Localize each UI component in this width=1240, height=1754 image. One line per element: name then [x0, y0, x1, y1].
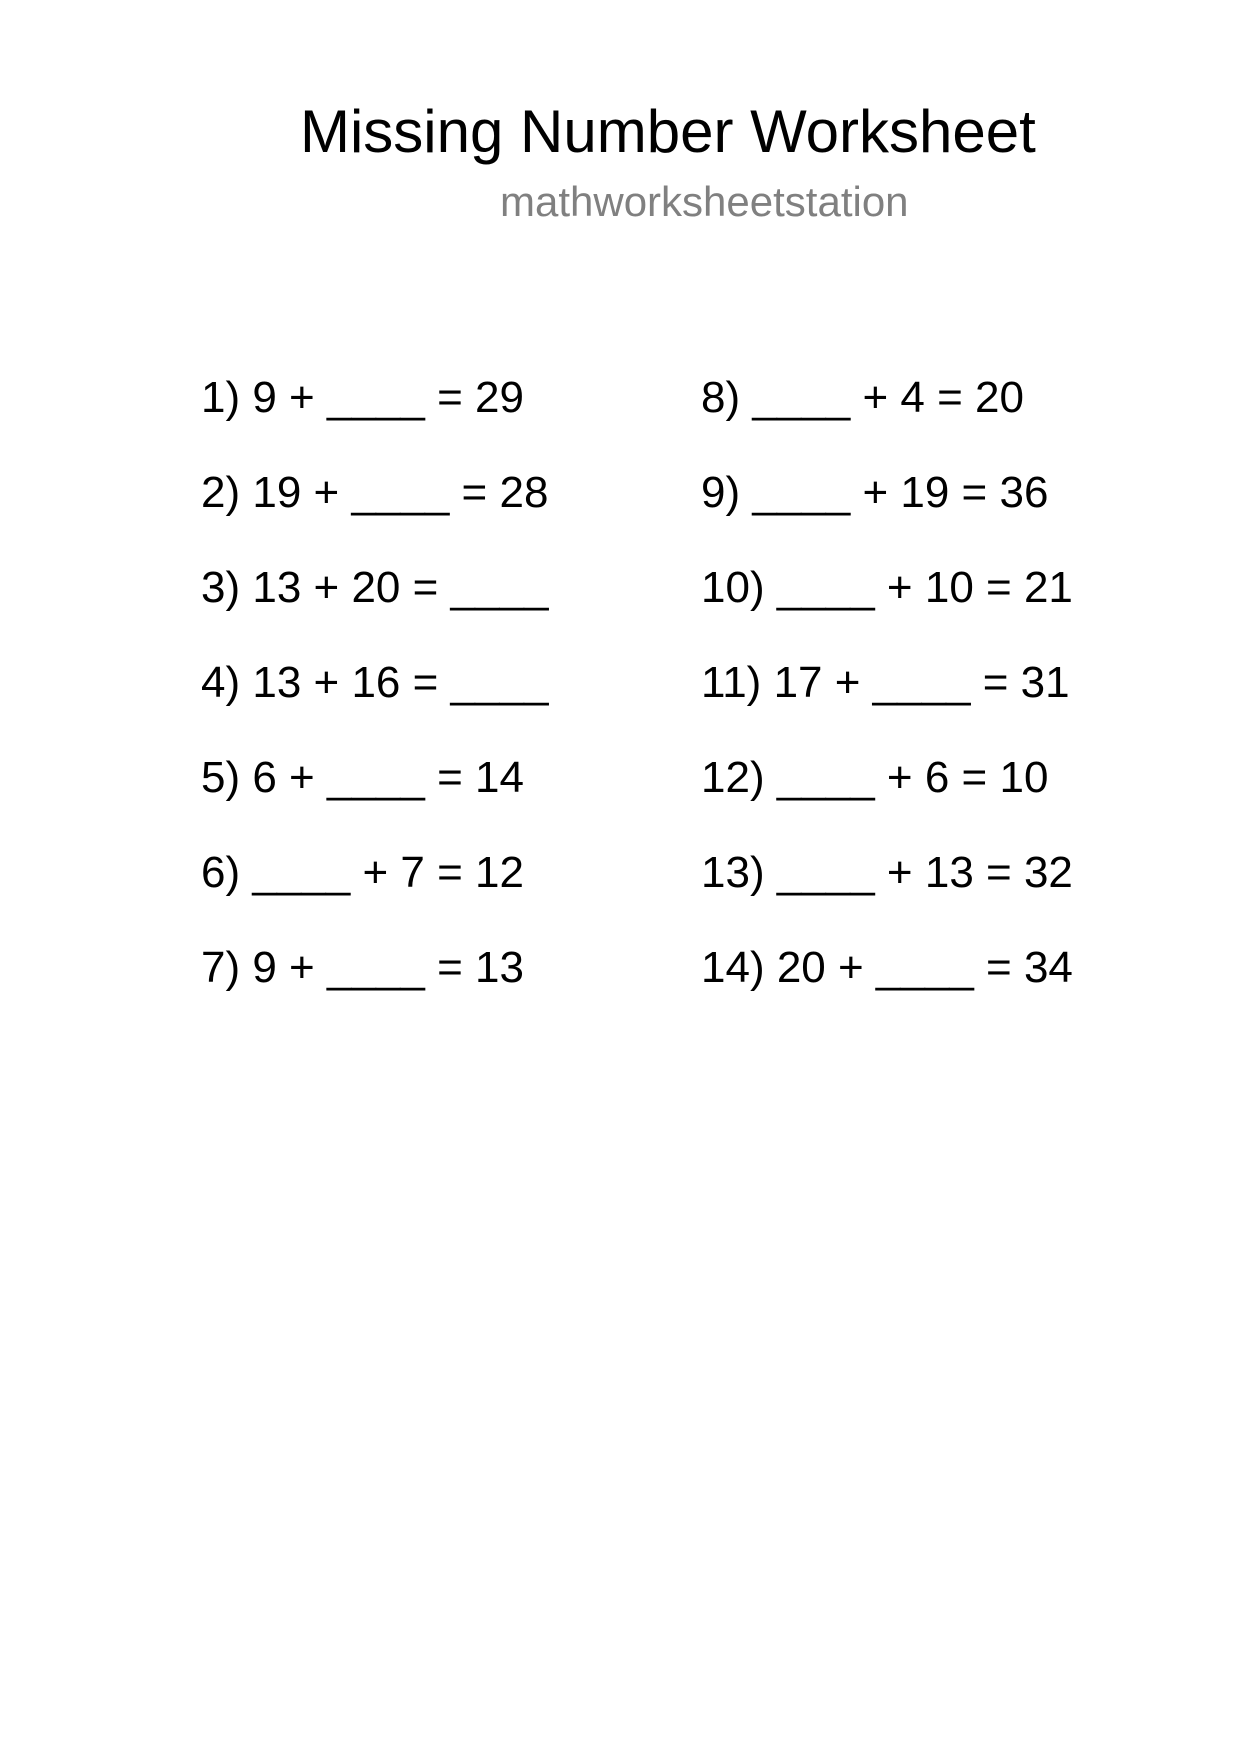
problem-number: 14) [701, 943, 765, 992]
problem-equation: 9 + ____ = 29 [252, 373, 524, 422]
problem-4 [201, 635, 548, 730]
problem-equation: ____ + 7 = 12 [252, 848, 524, 897]
problem-equation: ____ + 6 = 10 [776, 753, 1049, 802]
problem-number: 4) [201, 658, 241, 707]
problem-2 [201, 445, 548, 540]
problem-11 [701, 635, 1073, 730]
problem-equation: ____ + 13 = 32 [776, 848, 1073, 897]
problem-1 [201, 350, 548, 445]
problem-number: 3) [201, 563, 241, 612]
problem-equation: 9 + ____ = 13 [252, 943, 524, 992]
problem-equation: 13 + 16 = ____ [252, 658, 549, 707]
problem-equation: 19 + ____ = 28 [252, 468, 549, 517]
problem-equation: 20 + ____ = 34 [776, 943, 1073, 992]
problem-number: 8) [701, 373, 741, 422]
problem-equation: ____ + 19 = 36 [752, 468, 1049, 517]
problem-equation: ____ + 10 = 21 [776, 563, 1073, 612]
problem-number: 10) [701, 563, 765, 612]
problem-13 [701, 825, 1073, 920]
problem-equation: 6 + ____ = 14 [252, 753, 524, 802]
worksheet-title: Missing Number Worksheet [300, 98, 1036, 165]
problem-6 [201, 825, 548, 920]
problem-10 [701, 540, 1073, 635]
problem-equation: 13 + 20 = ____ [252, 563, 549, 612]
problem-3 [201, 540, 548, 635]
problem-equation: ____ + 4 = 20 [752, 373, 1024, 422]
problem-number: 6) [201, 848, 241, 897]
problem-12 [701, 730, 1073, 825]
problem-equation: 17 + ____ = 31 [773, 658, 1070, 707]
problem-number: 9) [701, 468, 741, 517]
problems-left-column [201, 350, 548, 1015]
problem-number: 7) [201, 943, 241, 992]
worksheet-source: mathworksheetstation [500, 178, 909, 225]
problem-14 [701, 920, 1073, 1015]
problem-7 [201, 920, 548, 1015]
problem-number: 11) [701, 658, 762, 707]
problem-number: 5) [201, 753, 241, 802]
problem-5 [201, 730, 548, 825]
problems-right-column [701, 350, 1073, 1015]
problem-9 [701, 445, 1073, 540]
problem-8 [701, 350, 1073, 445]
problem-number: 13) [701, 848, 765, 897]
problem-number: 2) [201, 468, 241, 517]
problem-number: 12) [701, 753, 765, 802]
problem-number: 1) [201, 373, 241, 422]
